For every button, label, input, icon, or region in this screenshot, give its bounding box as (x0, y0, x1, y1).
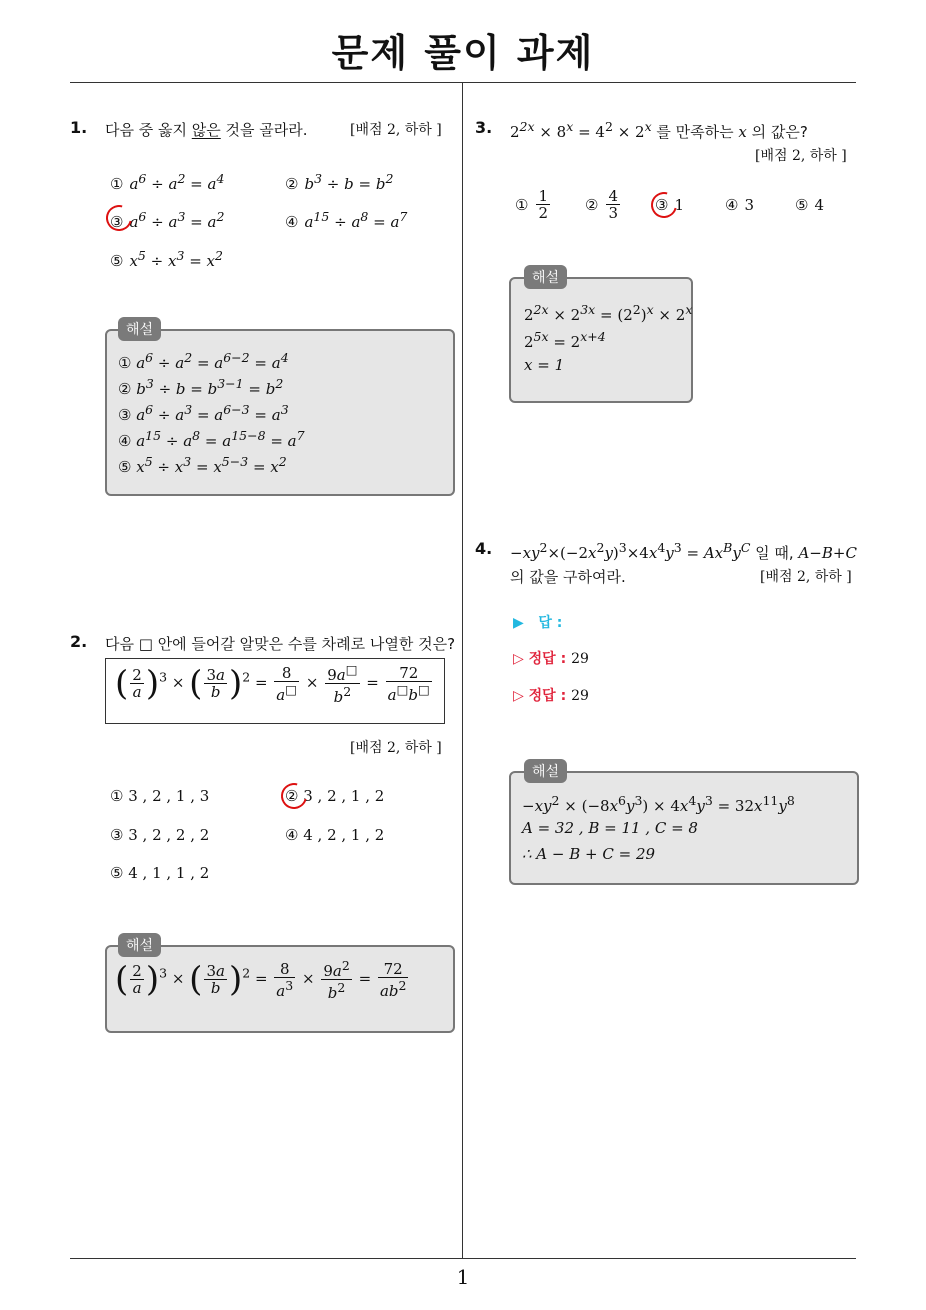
footer-rule (70, 1258, 856, 1259)
q2-solution-tag: 해설 (118, 933, 161, 957)
q1-choice-1-label: ① (110, 175, 124, 193)
q4-correct-label-2: 정답 : (528, 688, 567, 704)
q3-solution-line-3: x = 1 (524, 356, 565, 374)
q4-correct-value-1: 29 (571, 651, 589, 667)
q1-question (105, 119, 308, 140)
q4-points: [배점 2, 하하 ] (760, 569, 852, 585)
q1-choice-2[interactable]: ② $b^3 \div b = b^2$ (285, 171, 394, 193)
q3-text-end: 의 값은? (746, 123, 808, 141)
q2-number: 2. (70, 632, 88, 651)
q1-text-b: 것을 골라라. (220, 121, 308, 139)
q1-points: [배점 2, 하하 ] (350, 122, 442, 138)
q4-correct-value-2: 29 (571, 688, 589, 704)
q4-solution-line-1: $-xy^2 \times (-8x^6y^3) \times 4x^4y^3 = 32x^{11}y^8$ (522, 793, 795, 815)
q1-choice-2-label: ② (285, 175, 299, 193)
q3-text-tail: 를 만족하는 (651, 123, 739, 141)
q1-text-a: 다음 중 옳지 (105, 121, 192, 139)
q4-solution-line-2: A = 32 , B = 11 , C = 8 (522, 819, 698, 837)
q2-choice-2[interactable]: ② 3 , 2 , 1 , 2 (285, 787, 385, 805)
q4-number: 4. (475, 539, 493, 558)
column-divider (462, 83, 463, 1258)
q4-answer-label: 답 : (538, 615, 563, 631)
q1-solution-line-1: ① $a^6 \div a^2 = a^{6-2} = a^4$ (118, 350, 289, 372)
q1-choice-3-label: ③ (110, 213, 124, 231)
q1-solution-line-2: ② $b^3 \div b = b^{3-1} = b^2$ (118, 376, 284, 398)
q3-choice-5-label: ⑤ (795, 196, 809, 214)
q3-choice-3-value: 1 (674, 196, 684, 214)
q1-solution-line-5: ⑤ $x^5 \div x^3 = x^{5-3} = x^2$ (118, 454, 287, 476)
q4-solution-tag: 해설 (524, 759, 567, 783)
q2-equation: ( $\frac{2}{a}$ )$^3$ × ( $\frac{3a}{b}$ )$^2$ = $\frac{8}{a^□}$ × $\frac{9a^□}{b^2}$ = $\frac{72}{a^□b^□}$ (115, 662, 430, 706)
q2-choice-1[interactable]: ① 3 , 2 , 1 , 3 (110, 787, 210, 805)
q3-number: 3. (475, 118, 493, 137)
q3-text-var: x (738, 123, 747, 141)
q3-circle-mark (646, 187, 682, 223)
page-title: 문제 풀이 과제 (331, 31, 595, 75)
q3-solution-tag: 해설 (524, 265, 567, 289)
q3-points: [배점 2, 하하 ] (755, 148, 847, 164)
q1-solution-line-4: ④ $a^{15} \div a^8 = a^{15-8} = a^7$ (118, 428, 305, 450)
q1-choice-5-label: ⑤ (110, 252, 124, 270)
q1-choice-1[interactable]: ① $a^6 \div a^2 = a^4$ (110, 171, 225, 193)
header-rule (70, 82, 856, 83)
triangle-right-icon: ▷ (513, 688, 524, 704)
q2-question: 다음 □ 안에 들어갈 알맞은 수를 차례로 나열한 것은? (105, 635, 456, 653)
q4-question-line-2: 의 값을 구하여라. (510, 568, 626, 586)
q3-choice-1[interactable]: ① $\frac{1}{2}$ (515, 187, 548, 222)
q1-choice-5[interactable]: ⑤ $x^5 \div x^3 = x^2$ (110, 248, 223, 270)
q3-choice-4-label: ④ (725, 196, 739, 214)
q3-choice-4[interactable] (725, 196, 754, 214)
q4-solution-line-3: ∴ A − B + C = 29 (522, 845, 656, 863)
q4-answer-row (513, 612, 562, 632)
q4-text-mid: 일 때, (750, 544, 799, 562)
q3-question: $2^{2x} \times 8^x = 4^2 \times 2^x$ 를 만족하는 x 의 값은? (510, 119, 808, 141)
q4-correct-row-1 (513, 648, 589, 668)
q1-text-underlined: 않은 (191, 121, 221, 139)
q2-points: [배점 2, 하하 ] (350, 740, 442, 756)
q3-solution-line-2: $2^{5x} = 2^{x+4}$ (524, 329, 606, 351)
q3-solution-line-1: $2^{2x} \times 2^{3x} = (2^2)^x \times 2^x$ (524, 302, 693, 324)
q4-correct-row-2 (513, 685, 589, 705)
q1-solution-tag: 해설 (118, 317, 161, 341)
q1-choice-3[interactable]: ③ $a^6 \div a^3 = a^2$ (110, 209, 225, 231)
q1-solution-line-3: ③ $a^6 \div a^3 = a^{6-3} = a^3$ (118, 402, 289, 424)
q2-solution-equation: ( $\frac{2}{a}$ )$^3$ × ( $\frac{3a}{b}$ )$^2$ = $\frac{8}{a^3}$ × $\frac{9a^2}{b^2}$ = $\frac{72}{ab^2}$ (115, 958, 407, 1002)
q3-choice-2[interactable]: ② $\frac{4}{3}$ (585, 187, 618, 222)
q2-circle-mark (276, 778, 312, 814)
triangle-right-icon: ▷ (513, 651, 524, 667)
q1-choice-4-label: ④ (285, 213, 299, 231)
q1-choice-4[interactable]: ④ $a^{15} \div a^8 = a^7$ (285, 209, 408, 231)
q4-correct-label-1: 정답 : (528, 651, 567, 667)
q4-question: $-xy^2\times(-2x^2y)^3\times 4x^4y^3 = Ax^By^C$ 일 때, A−B+C (510, 540, 857, 562)
play-icon: ▶ (513, 615, 524, 631)
q3-choice-5-value: 4 (814, 196, 824, 214)
page-number: 1 (456, 1265, 470, 1289)
q2-choice-5[interactable]: ⑤ 4 , 1 , 1 , 2 (110, 864, 210, 882)
q3-choice-4-value: 3 (744, 196, 754, 214)
q3-choice-2-label: ② (585, 195, 599, 214)
q3-choice-1-label: ① (515, 195, 529, 214)
q1-number: 1. (70, 118, 88, 137)
q3-choice-3-label: ③ (655, 196, 669, 214)
q2-choice-4[interactable]: ④ 4 , 2 , 1 , 2 (285, 826, 385, 844)
q2-choice-3[interactable]: ③ 3 , 2 , 2 , 2 (110, 826, 210, 844)
q3-choice-5[interactable] (795, 196, 824, 214)
